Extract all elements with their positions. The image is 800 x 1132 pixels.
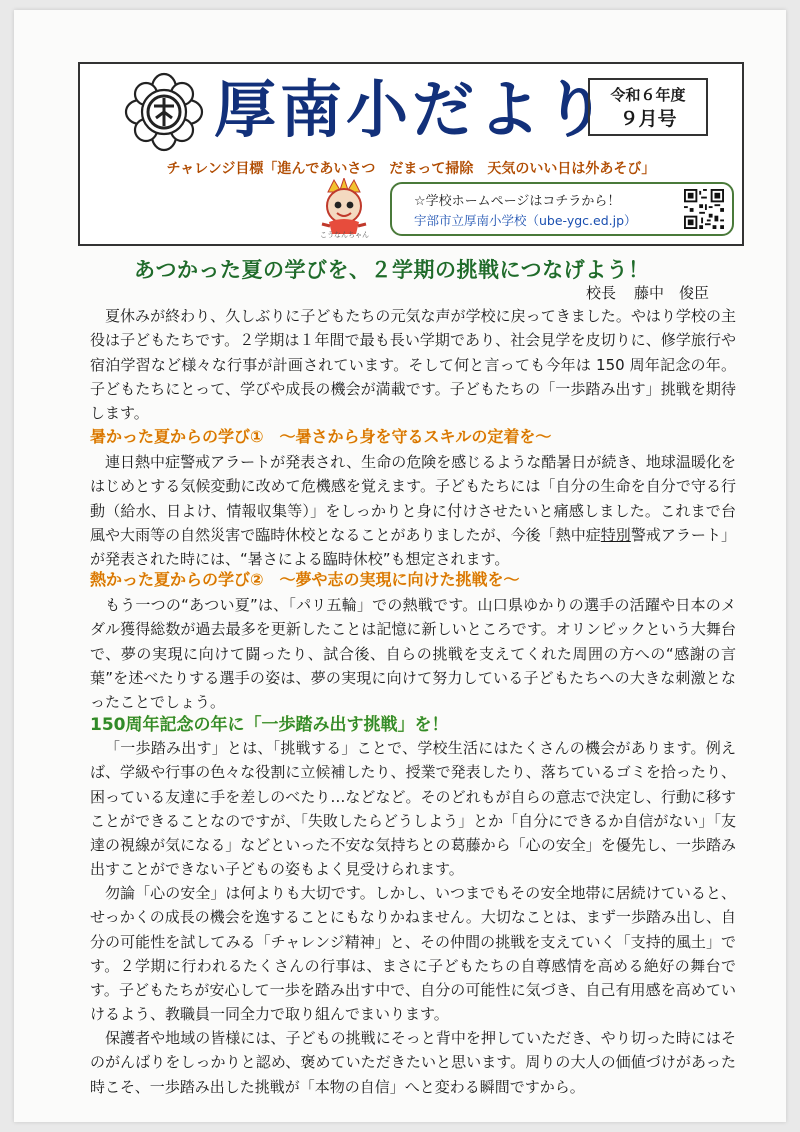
section-1-text-a: 連日熱中症警戒アラートが発表され、生命の危険を感じるような酷暑日が続き、地球温暖化をはじめとする気候変動に改めて危機感を覚えます。子どもたちには「自分の生命を自分で守る行動（給水、日よけ、情報収集等）」をしっかりと身に付けさせたいと痛感しました。これまで台風や大雨等の自然災害で臨時休校となることがありましたが、今後「熱中症 bbox=[90, 453, 736, 544]
homepage-prompt: ☆学校ホームページはコチラから！ bbox=[414, 194, 621, 209]
author-role: 校長 bbox=[586, 284, 617, 302]
newsletter-title: 厚南小だより bbox=[214, 73, 611, 146]
school-emblem-icon bbox=[124, 72, 204, 152]
section-heading-3: 150周年記念の年に「一歩踏み出す挑戦」を！ bbox=[90, 715, 449, 735]
section-1-text-b: 警戒アラート」が発表された時には、“暑さによる臨時休校”も想定されます。 bbox=[90, 525, 736, 569]
issue-box bbox=[588, 78, 708, 136]
article-headline: あつかった夏の学びを、２学期の挑戦につなげよう！ bbox=[134, 258, 650, 282]
masthead bbox=[78, 62, 744, 246]
author-name: 藤中 俊臣 bbox=[634, 284, 710, 302]
author-line bbox=[586, 282, 709, 303]
section-3-paragraph-1: 「一歩踏み出す」とは、「挑戦する」ことで、学校生活にはたくさんの機会があります。例えば、学級や行事の色々な役割に立候補したり、授業で発表したり、落ちているゴミを拾ったり、困っている友達に手を差しのべたり…などなど。そのどれもが自らの意志で決定し、行動に移すことができることなのですが、「失敗したらどうしよう」とか「自分にできるか自信がない」「友達の視線が気になる」などといった不安な気持ちとの葛藤から「心の安全」を優先し、一歩踏み出すことができない子どもの姿もよく見受けられます。 bbox=[90, 739, 736, 879]
issue-year: 令和６年度 bbox=[610, 86, 686, 104]
section-heading-2: 熱かった夏からの学び② ～夢や志の実現に向けた挑戦を～ bbox=[90, 570, 520, 589]
newsletter-page bbox=[14, 10, 786, 1122]
intro-paragraph: 夏休みが終わり、久しぶりに子どもたちの元気な声が学校に戻ってきました。やはり学校の主役は子どもたちです。２学期は１年間で最も長い学期であり、社会見学を皮切りに、修学旅行や宿泊学習など様々な行事が計画されています。そして何と言っても今年は 150 周年記念の年。子どもたちにとって、学びや成長の機会が満載です。子どもたちの「一歩踏み出す」挑戦を期待します。 bbox=[90, 307, 736, 423]
issue-month: ９月号 bbox=[619, 108, 677, 130]
section-3-paragraph-2: 勿論「心の安全」は何よりも大切です。しかし、いつまでもその安全地帯に居続けていると、せっかくの成長の機会を逸することにもなりかねません。大切なことは、まず一歩踏み出し、自分の可能性を試してみる「チャレンジ精神」と、その仲間の挑戦を支えていく「支持的風土」です。２学期に行われるたくさんの行事は、まさに子どもたちの自尊感情を高める絶好の舞台です。子どもたちが安心して一歩を踏み出す中で、自分の可能性に気づき、自己有用感を高めていけるよう、教職員一同全力で取り組んでまいります。 bbox=[90, 884, 736, 1024]
section-2-paragraph: もう一つの“あつい夏”は、「パリ五輪」での熱戦です。山口県ゆかりの選手の活躍や日本のメダル獲得総数が過去最多を更新したことは記憶に新しいところです。オリンピックという大舞台で、夢の実現に向けて闘ったり、試合後、自らの挑戦を支えてくれた周囲の方への“感謝の言葉”を述べたりする選手の姿は、夢の実現に向けて努力している子どもたちへの大きな刺激となったことでしょう。 bbox=[90, 596, 736, 712]
section-1-underlined: 特別 bbox=[600, 525, 631, 544]
homepage-callout bbox=[390, 182, 734, 236]
section-3-paragraph-3: 保護者や地域の皆様には、子どもの挑戦にそっと背中を押していただき、やり切った時にはそのがんばりをしっかりと認め、褒めていただきたいと思います。周りの大人の価値づけがあった時こそ、一歩踏み出した挑戦が「本物の自信」へと変わる瞬間ですから。 bbox=[90, 1029, 736, 1096]
mascot-caption: こうなんちゃん bbox=[320, 231, 369, 239]
challenge-goal: チャレンジ目標「進んであいさつ だまって掃除 天気のいい日は外あそび」 bbox=[166, 161, 656, 177]
qr-code-icon[interactable] bbox=[684, 189, 724, 229]
section-heading-1: 暑かった夏からの学び① ～暑さから身を守るスキルの定着を～ bbox=[90, 427, 552, 446]
section-1-paragraph bbox=[90, 450, 736, 571]
homepage-link[interactable]: 宇部市立厚南小学校（ube-ygc.ed.jp） bbox=[414, 213, 637, 228]
